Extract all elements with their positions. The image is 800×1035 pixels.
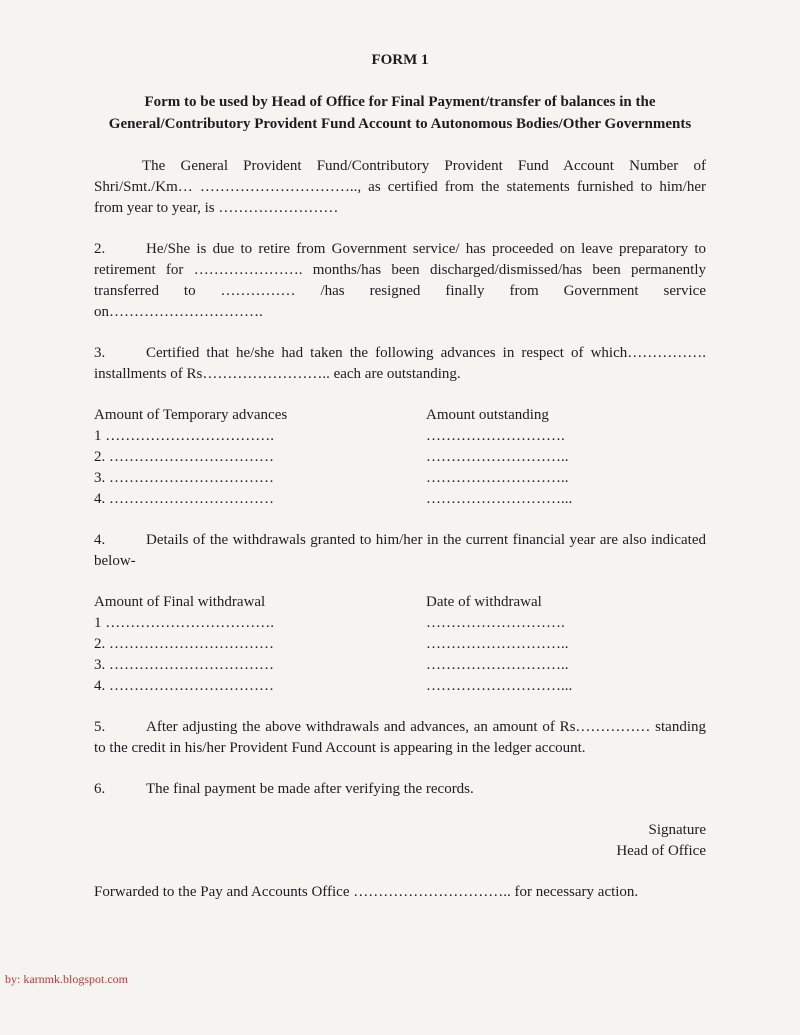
withdrawal-row-3-date: ……………………….. — [426, 657, 569, 673]
table-header-row — [94, 592, 706, 613]
forwarded-line: Forwarded to the Pay and Accounts Office ………………………….. for necessary action. — [94, 884, 639, 900]
temporary-advances-table — [94, 405, 706, 510]
clause-2-number: 2. — [94, 241, 106, 257]
table-row — [94, 676, 706, 697]
column-header-final-withdrawal: Amount of Final withdrawal — [94, 594, 266, 610]
table-row — [94, 426, 706, 447]
withdrawal-row-3-amount: 3. …………………………… — [94, 657, 274, 673]
clause-5-text: After adjusting the above withdrawals and advances, an amount of Rs…………… standing to the credit in his/her Provident Fund Account is appearing in the ledger account. — [94, 719, 706, 756]
advance-row-1-amount: 1 ……………………………. — [94, 428, 274, 444]
document-title: Form to be used by Head of Office for Final Payment/transfer of balances in the General/Contributory Provident Fund Account to Autonomous Bodies/Other Governments — [108, 94, 692, 132]
clause-6-text: The final payment be made after verifying the records. — [146, 781, 474, 797]
table-header-row — [94, 405, 706, 426]
intro-paragraph: The General Provident Fund/Contributory Provident Fund Account Number of Shri/Smt./Km… ………………………….., as certified from the statements furnished to him/her from year to year, is …………………… — [94, 158, 706, 216]
clause-6-paragraph — [94, 779, 706, 800]
clause-6-number: 6. — [94, 781, 106, 797]
final-withdrawal-table — [94, 592, 706, 697]
clause-2-paragraph — [94, 239, 706, 323]
advance-row-2-amount: 2. …………………………… — [94, 449, 274, 465]
advance-row-4-outstanding: ………………………... — [426, 491, 573, 507]
table-row — [94, 634, 706, 655]
clause-4-text: Details of the withdrawals granted to him/her in the current financial year are also indicated below- — [94, 532, 706, 569]
withdrawal-row-2-date: ……………………….. — [426, 636, 569, 652]
signature-label: Signature — [648, 822, 706, 838]
clause-5-number: 5. — [94, 719, 106, 735]
withdrawal-row-1-date: ………………………. — [426, 615, 565, 631]
form-number-heading: FORM 1 — [371, 52, 429, 68]
table-row — [94, 489, 706, 510]
table-row — [94, 468, 706, 489]
withdrawal-row-4-amount: 4. …………………………… — [94, 678, 274, 694]
credit-watermark: by: karnmk.blogspot.com — [5, 972, 128, 986]
withdrawal-row-1-amount: 1 ……………………………. — [94, 615, 274, 631]
advance-row-2-outstanding: ……………………….. — [426, 449, 569, 465]
column-header-date-of-withdrawal: Date of withdrawal — [426, 594, 542, 610]
advance-row-4-amount: 4. …………………………… — [94, 491, 274, 507]
table-row — [94, 655, 706, 676]
table-row — [94, 613, 706, 634]
clause-4-number: 4. — [94, 532, 106, 548]
clause-4-paragraph — [94, 530, 706, 572]
withdrawal-row-4-date: ………………………... — [426, 678, 573, 694]
clause-3-paragraph — [94, 343, 706, 385]
clause-5-paragraph — [94, 717, 706, 759]
advance-row-3-outstanding: ……………………….. — [426, 470, 569, 486]
advance-row-1-outstanding: ………………………. — [426, 428, 565, 444]
signature-block — [94, 820, 706, 862]
column-header-temporary-advances: Amount of Temporary advances — [94, 407, 288, 423]
clause-3-text: Certified that he/she had taken the following advances in respect of which……………. installments of Rs…………………….. each are outstanding. — [94, 345, 706, 382]
withdrawal-row-2-amount: 2. …………………………… — [94, 636, 274, 652]
clause-2-text: He/She is due to retire from Government service/ has proceeded on leave preparatory to retirement for …………………. months/has been discharged/dismissed/has been permanently transferred to …………… /has resigned finally from Government service on…………………………. — [94, 241, 706, 320]
advance-row-3-amount: 3. …………………………… — [94, 470, 274, 486]
column-header-amount-outstanding: Amount outstanding — [426, 407, 549, 423]
signature-role: Head of Office — [616, 843, 706, 859]
clause-3-number: 3. — [94, 345, 106, 361]
table-row — [94, 447, 706, 468]
